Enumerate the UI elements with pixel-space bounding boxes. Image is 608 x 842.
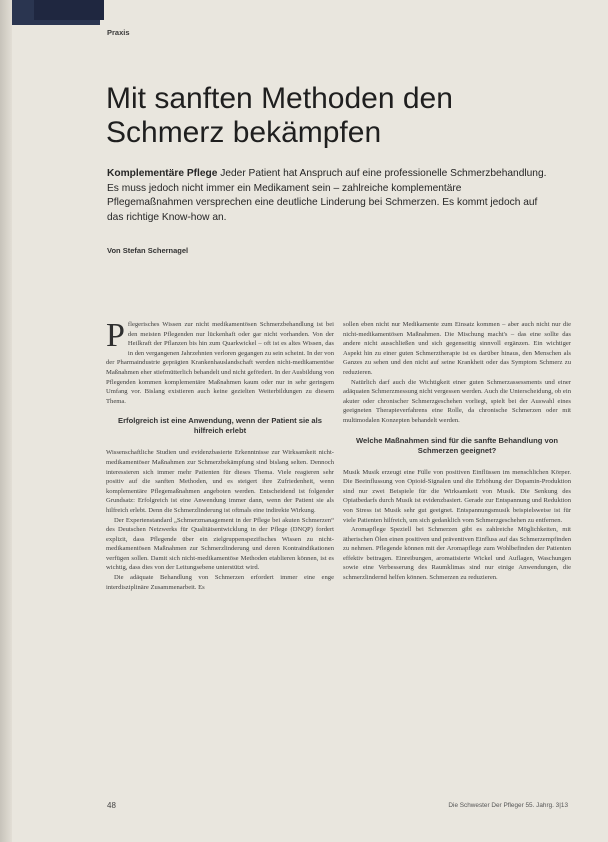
magazine-footer: Die Schwester Der Pfleger 55. Jahrg. 3|13	[448, 802, 568, 809]
author-byline: Von Stefan Schernagel	[107, 246, 189, 255]
header-color-tab	[12, 0, 100, 25]
paragraph: Natürlich darf auch die Wichtigkeit einer guten Schmerzassessments und einer adäquaten Schmerzmessung nicht vergessen werden. Auch die Unterscheidung, ob ein akuter oder chronischer Schmerzgeschehen vorliegt, spielt bei der Auswahl eines geeigneten Therapieverfahrens eine Rolle, da chronische Schmerzen oder mit multimodalen Konzepten behandelt werden.	[343, 378, 571, 424]
paragraph	[106, 317, 334, 406]
section-label: Praxis	[107, 28, 130, 37]
paragraph: sollen eben nicht nur Medikamente zum Einsatz kommen – aber auch nicht nur die nicht-medikamentösen Maßnahmen. Die Mischung macht's – das eine sollte das andere nicht ausschließen und sich gegenseitig sinnvoll ergänzen. Ein wichtiger Aspekt hin zu einer guten Schmerztherapie ist es darüber hinaus, den Menschen als Ganzes zu sehen und den nicht auf seine Krankheit oder das Symptom Schmerz zu reduzieren.	[343, 321, 571, 376]
body-column-right	[343, 320, 571, 583]
paragraph: Der Expertenstandard „Schmerzmanagement in der Pflege bei akuten Schmerzen“ des Deutschen Netzwerks für Qualitätsentwicklung in der Pflege (DNQP) fordert explizit, dass Pflegende über ein zielgruppenspezifisches Wissen zu nicht-medikamentösen Maßnahmen zur Schmerzlinderung und deren Kontraindikationen verfügen sollen. Damit sich nicht-medikamentöse Methoden etablieren können, ist es wichtig, dass dies von der Leitungsebene unterstützt wird.	[106, 516, 334, 572]
lead-text: Jeder Patient hat Anspruch auf eine professionelle Schmerzbehandlung. Es muss jedoch nicht immer ein Medikament sein – zahlreiche komplementäre Pflegemaßnahmen versprechen eine deutliche Linderung bei Schmerzen. Es kommt jedoch auf das richtige Know-how an.	[107, 168, 547, 223]
lead-kicker: Komplementäre Pflege	[107, 168, 218, 179]
page-number: 48	[107, 801, 116, 810]
drop-cap: P	[106, 317, 125, 354]
body-column-left	[106, 317, 334, 592]
header-color-tab-inner	[34, 0, 104, 20]
article-lead	[107, 167, 547, 225]
title-line-2: Schmerz bekämpfen	[106, 116, 382, 149]
paragraph: Musik Musik erzeugt eine Fülle von positiven Einflüssen im menschlichen Körper. Die Beeinflussung von Opioid-Signalen und die Erhöhung der Dopamin-Produktion sind nur zwei Beispiele für die Wirksamkeit von Musik. Die Senkung des Opiatbedarfs durch Musik ist evidenzbasiert. Gerade zur Entspannung und Reduktion von Stress ist Musik sehr gut geeignet. Entspannungsmusik beispielsweise ist für viele Patienten hilfreich, um sich gedanklich vom Schmerzgeschehen zu entfernen.	[343, 468, 571, 524]
subheading: Erfolgreich ist eine Anwendung, wenn der Patient sie als hilfreich erlebt	[118, 416, 322, 436]
article-title	[106, 82, 586, 150]
subheading: Welche Maßnahmen sind für die sanfte Behandlung von Schmerzen geeignet?	[356, 435, 558, 455]
title-line-1: Mit sanften Methoden den	[106, 82, 453, 115]
paragraph-text: flegerisches Wissen zur nicht medikamentösen Schmerzbehandlung ist bei den meisten Pflegenden nur lückenhaft oder gar nicht vorhanden. Von der Heilkraft der Pflanzen bis hin zum Quarkwickel – oft ist es altes Wissen, das in den vergangenen Jahrzehnten verloren gegangen zu sein scheint. In der von der Pharmaindustrie geprägten Krankenhauslandschaft werden nicht-medikamentöse Maßnahmen eher stiefmütterlich behandelt und nicht gefördert. In der Ausbildung von Pflegenden kommen komplementäre Maßnahmen kaum oder nur in sehr geringem Umfang vor. Bislang existieren auch keine gezielten Weiterbildungen zu diesem Thema.	[106, 321, 334, 405]
paragraph: Wissenschaftliche Studien und evidenzbasierte Erkenntnisse zur Wirksamkeit nicht-medikamentöser Maßnahmen zur Schmerzbekämpfung sind bislang selten. Dennoch interessieren sich immer mehr Patienten für dieses Thema. Viele reagieren sehr positiv auf die sanften Methoden, und es steigert ihre Zufriedenheit, wenn komplementäre Pflegemaßnahmen angeboten werden. Entscheidend ist folgender Grundsatz: Erfolgreich ist eine Anwendung immer dann, wenn der Patient sie als hilfreich erlebt. Denn die Schmerzlinderung ist oftmals eine indirekte Wirkung.	[106, 449, 334, 514]
paragraph: Aromapflege Speziell bei Schmerzen gibt es zahlreiche Möglichkeiten, mit ätherischen Ölen einen positiven und präventiven Einfluss auf das Schmerzempfinden zu nehmen. Pflegende können mit der Aromapflege zum Wohlbefinden der Patienten effektiv beitragen. Einreibungen, aromatisierte Wickel und Auflagen, Waschungen sowie eine Verbesserung des Raumklimas sind nur einige Anwendungen, die schmerzlindernd helfen können. Schmerzen zu reduzieren.	[343, 526, 571, 582]
paragraph: Die adäquate Behandlung von Schmerzen erfordert immer eine enge interdisziplinäre Zusammenarbeit. Es	[106, 574, 334, 591]
page-edge	[0, 0, 12, 842]
